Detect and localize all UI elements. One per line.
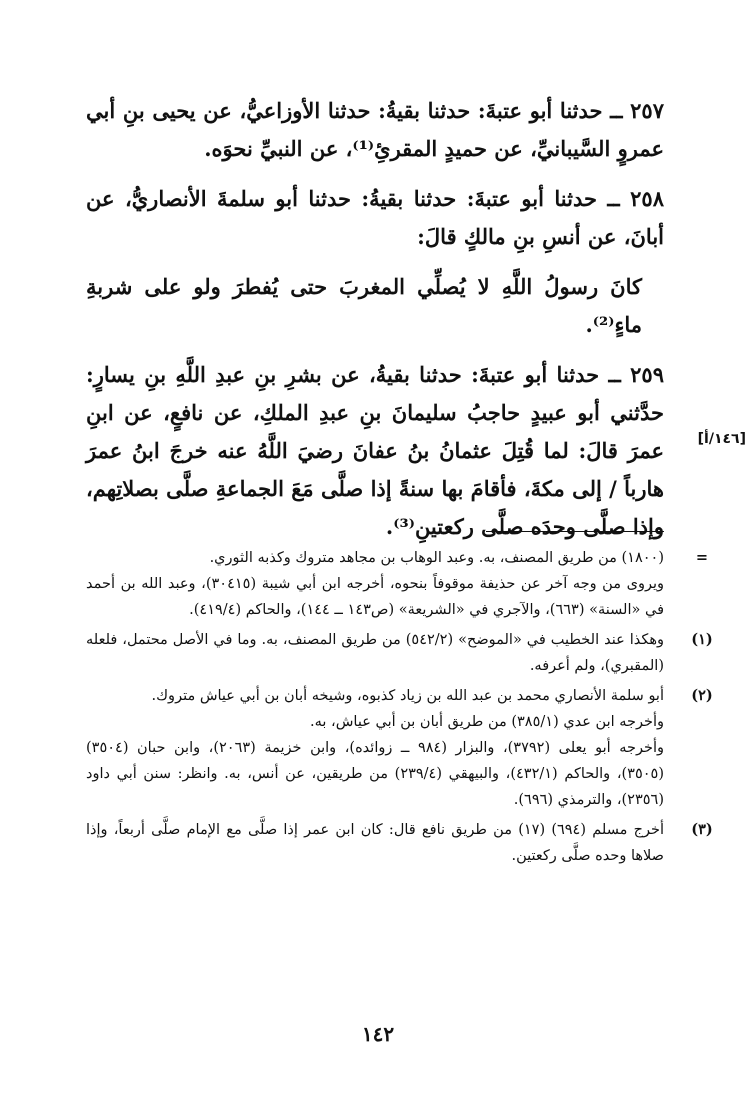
footnote-line: ويروى من وجه آخر عن حذيفة موقوفاً بنحوه، أخرجه ابن أبي شيبة (٣٠٤١٥)، وعبد الله بن أحمد في «السنة» (٦٦٣)، والآجري في «الشريعة» (ص١٤٣ ــ ١٤٤)، والحاكم (٤١٩/٤). — [86, 576, 664, 618]
footnote-line: (١٨٠٠) من طريق المصنف، به. وعبد الوهاب بن مجاهد متروك وكذبه الثوري. — [209, 550, 664, 566]
footnote-3 — [86, 817, 713, 869]
footnote-line: أخرج مسلم (٦٩٤) (١٧) من طريق نافع قال: كان ابن عمر إذا صلَّى مع الإمام صلَّى أربعاً، وإذا صلاها وحده صلَّى ركعتين. — [86, 822, 664, 864]
footnote-marker: (٢) — [691, 687, 713, 704]
footnote-marker: = — [695, 549, 709, 566]
hadith-257: ٢٥٧ ــ حدثنا أبو عتبةَ: حدثنا بقيةُ: حدثنا الأوزاعيُّ، عن يحيى بنِ أبي عمروٍ السَّيبانيِّ، عن حميدٍ المقرئِ⁽¹⁾، عن النبيِّ نحوَه. — [86, 98, 664, 161]
hadith-258-quote: كانَ رسولُ اللَّهِ لا يُصلِّي المغربَ حتى يُفطرَ ولو على شربةِ ماءٍ⁽²⁾. — [86, 274, 642, 337]
footnote-2 — [86, 683, 713, 813]
footnote-line: وأخرجه ابن عدي (٣٨٥/١) من طريق أبان بن أبي عياش، به. — [310, 714, 664, 730]
footnote-marker: (٣) — [691, 821, 713, 838]
footnote-line: وهكذا عند الخطيب في «الموضح» (٥٤٢/٢) من طريق المصنف، به. وما في الأصل محتمل، فلعله (المقبري)، ولم أعرفه. — [86, 632, 664, 674]
footnote-continuation — [86, 545, 709, 623]
footnote-line: أبو سلمة الأنصاري محمد بن عبد الله بن زياد كذبوه، وشيخه أبان بن أبي عياش متروك. — [151, 688, 664, 704]
page-number: ١٤٢ — [361, 1022, 395, 1046]
manuscript-folio-reference: [١٤٦/أ] — [697, 431, 746, 447]
footnote-marker: (١) — [691, 631, 713, 648]
hadith-259: ٢٥٩ ــ حدثنا أبو عتبةَ: حدثنا بقيةُ، عن بشرِ بنِ عبدِ اللَّهِ بنِ يسارٍ: حدَّثني أبو عبيدٍ حاجبُ سليمانَ بنِ عبدِ الملكِ، عن نافعٍ، عن ابنِ عمرَ قالَ: لما قُتِلَ عثمانُ بنُ عفانَ رضيَ اللَّهُ عنه خرجَ ابنُ عمرَ هارباً / إلى مكةَ، فأقامَ بها سنةً إذا صلَّى مَعَ الجماعةِ صلَّى بصلاتِهم، وإذا صلَّى وحدَه صلَّى ركعتينِ⁽³⁾. — [86, 362, 664, 539]
main-text — [86, 92, 664, 558]
footnote-line: وأخرجه أبو يعلى (٣٧٩٢)، والبزار (٩٨٤ ــ زوائده)، وابن خزيمة (٢٠٦٣)، وابن حبان (٣٥٠٤) (٣٥٠٥)، والحاكم (٤٣٢/١)، والبيهقي (٢٣٩/٤) من طريقين، عن أنس، به. وانظر: سنن أبي داود (٢٣٥٦)، والترمذي (٦٩٦). — [86, 740, 664, 808]
footnote-separator — [486, 531, 664, 532]
footnotes — [86, 545, 713, 873]
footnote-1 — [86, 627, 713, 679]
hadith-258: ٢٥٨ ــ حدثنا أبو عتبةَ: حدثنا بقيةُ: حدثنا أبو سلمةَ الأنصاريُّ، عن أبانَ، عن أنسِ بنِ مالكٍ قالَ: — [86, 186, 664, 249]
